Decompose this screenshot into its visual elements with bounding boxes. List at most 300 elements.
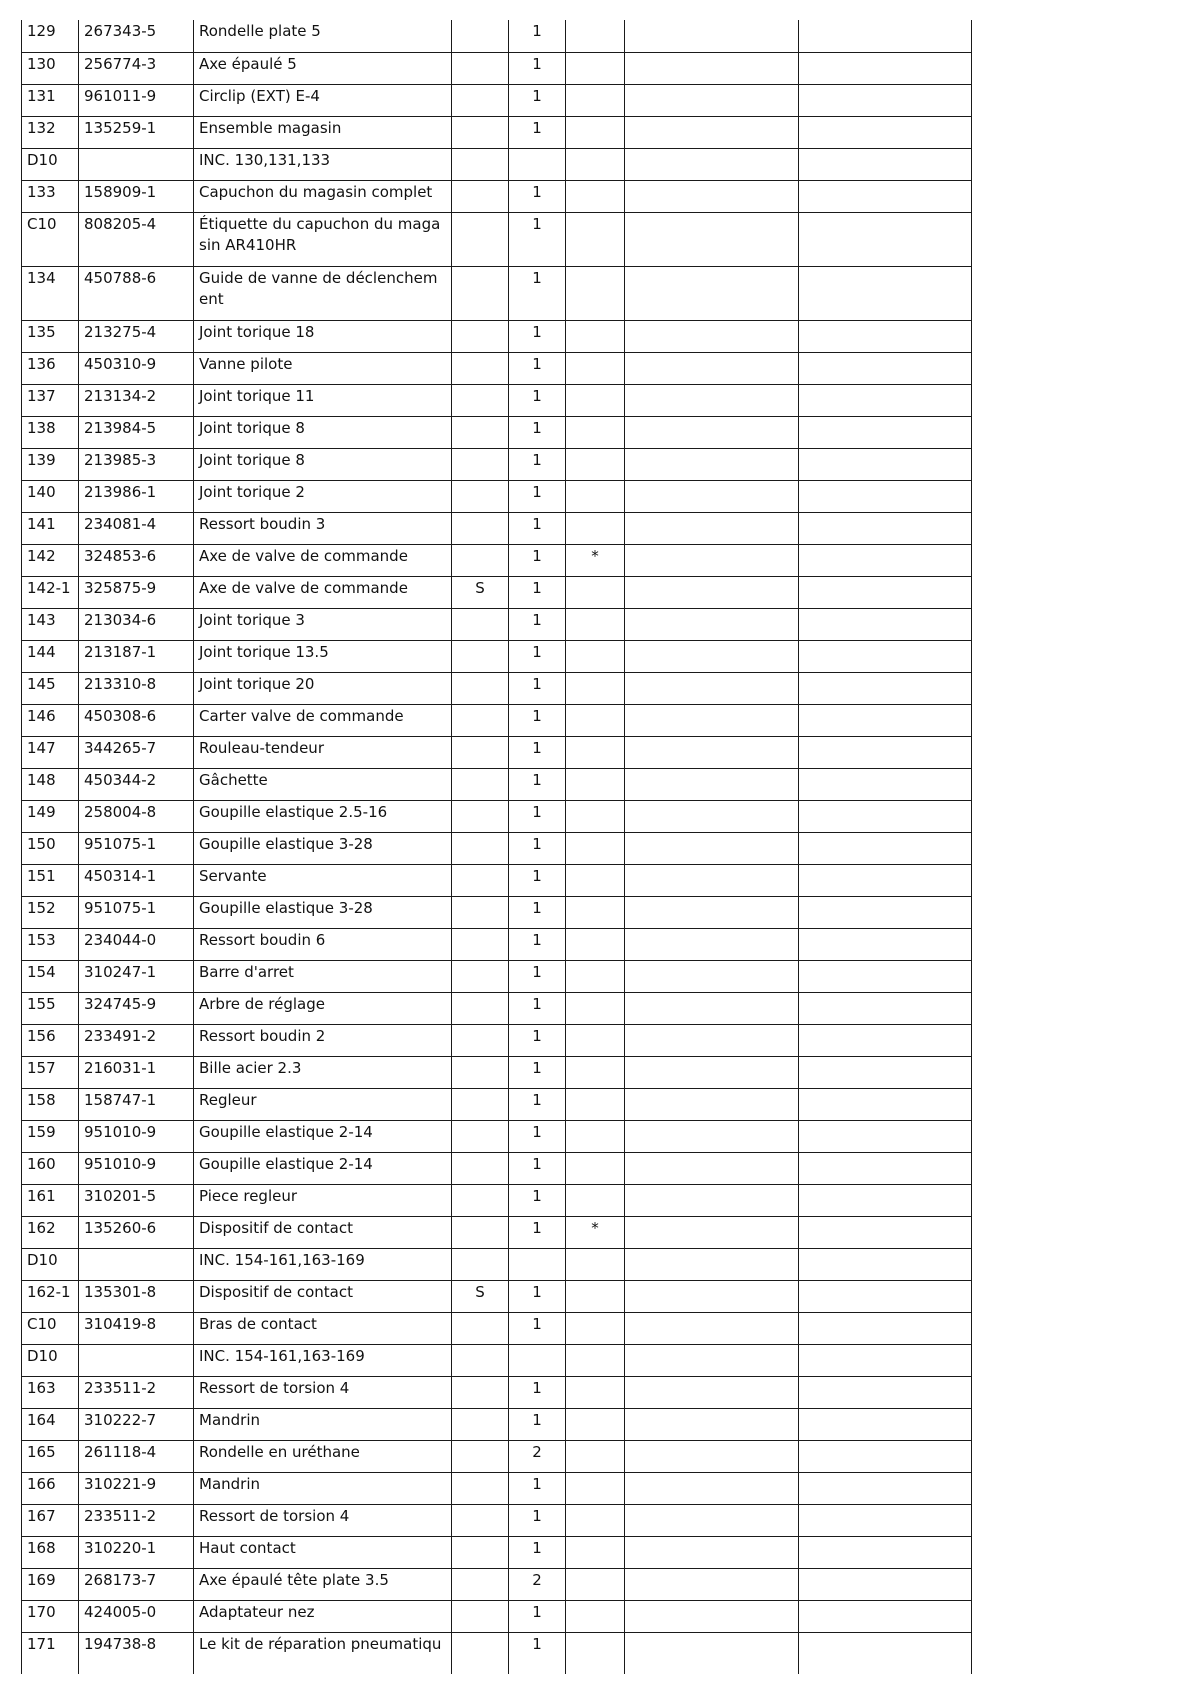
description-cell: Ressort boudin 6	[194, 928, 452, 960]
quantity-cell: 1	[509, 608, 566, 640]
quantity-cell: 1	[509, 1312, 566, 1344]
table-row	[22, 1248, 972, 1280]
quantity-cell: 1	[509, 960, 566, 992]
blank-cell	[799, 384, 972, 416]
blank-cell	[625, 704, 799, 736]
blank-cell	[799, 576, 972, 608]
mark-cell	[566, 1504, 625, 1536]
blank-cell	[799, 180, 972, 212]
spare-flag-cell: S	[452, 576, 509, 608]
table-row	[22, 1024, 972, 1056]
quantity-cell: 1	[509, 320, 566, 352]
mark-cell	[566, 1024, 625, 1056]
blank-cell	[625, 266, 799, 320]
table-row	[22, 512, 972, 544]
table-row	[22, 800, 972, 832]
table-row	[22, 148, 972, 180]
description-cell: Ressort de torsion 4	[194, 1376, 452, 1408]
blank-cell	[625, 1504, 799, 1536]
part-number-cell: 213134-2	[79, 384, 194, 416]
part-number-cell: 424005-0	[79, 1600, 194, 1632]
blank-cell	[799, 992, 972, 1024]
mark-cell	[566, 768, 625, 800]
blank-cell	[799, 116, 972, 148]
item-number-cell: D10	[22, 1344, 79, 1376]
item-number-cell: 158	[22, 1088, 79, 1120]
spare-flag-cell	[452, 1184, 509, 1216]
description-cell: Piece regleur	[194, 1184, 452, 1216]
blank-cell	[799, 512, 972, 544]
blank-cell	[625, 800, 799, 832]
item-number-cell: 140	[22, 480, 79, 512]
description-cell: Le kit de réparation pneumatiqu	[194, 1632, 452, 1674]
blank-cell	[625, 544, 799, 576]
quantity-cell: 1	[509, 1088, 566, 1120]
item-number-cell: 133	[22, 180, 79, 212]
mark-cell	[566, 352, 625, 384]
description-cell: Servante	[194, 864, 452, 896]
part-number-cell: 310201-5	[79, 1184, 194, 1216]
spare-flag-cell	[452, 1216, 509, 1248]
item-number-cell: 151	[22, 864, 79, 896]
spare-flag-cell	[452, 1312, 509, 1344]
quantity-cell: 1	[509, 832, 566, 864]
blank-cell	[625, 480, 799, 512]
part-number-cell: 267343-5	[79, 20, 194, 52]
blank-cell	[799, 1056, 972, 1088]
table-row	[22, 1536, 972, 1568]
blank-cell	[799, 800, 972, 832]
description-cell: Goupille elastique 2-14	[194, 1152, 452, 1184]
table-row	[22, 416, 972, 448]
table-row	[22, 1120, 972, 1152]
mark-cell	[566, 640, 625, 672]
quantity-cell: 1	[509, 768, 566, 800]
quantity-cell: 1	[509, 1216, 566, 1248]
table-row	[22, 864, 972, 896]
part-number-cell: 233511-2	[79, 1376, 194, 1408]
description-cell: Dispositif de contact	[194, 1280, 452, 1312]
mark-cell	[566, 704, 625, 736]
blank-cell	[799, 1216, 972, 1248]
table-row	[22, 212, 972, 266]
blank-cell	[799, 480, 972, 512]
spare-flag-cell: S	[452, 1280, 509, 1312]
description-cell: Haut contact	[194, 1536, 452, 1568]
spare-flag-cell	[452, 1536, 509, 1568]
quantity-cell: 1	[509, 1632, 566, 1674]
part-number-cell: 324745-9	[79, 992, 194, 1024]
blank-cell	[799, 928, 972, 960]
part-number-cell: 194738-8	[79, 1632, 194, 1674]
table-row	[22, 928, 972, 960]
item-number-cell: 161	[22, 1184, 79, 1216]
spare-flag-cell	[452, 896, 509, 928]
table-row	[22, 1056, 972, 1088]
description-cell: Bras de contact	[194, 1312, 452, 1344]
item-number-cell: 162-1	[22, 1280, 79, 1312]
blank-cell	[625, 352, 799, 384]
spare-flag-cell	[452, 512, 509, 544]
part-number-cell: 310221-9	[79, 1472, 194, 1504]
mark-cell	[566, 1312, 625, 1344]
description-cell: Bille acier 2.3	[194, 1056, 452, 1088]
quantity-cell: 1	[509, 896, 566, 928]
description-cell: Ressort boudin 2	[194, 1024, 452, 1056]
quantity-cell: 1	[509, 640, 566, 672]
item-number-cell: 159	[22, 1120, 79, 1152]
spare-flag-cell	[452, 480, 509, 512]
quantity-cell: 1	[509, 20, 566, 52]
blank-cell	[625, 736, 799, 768]
blank-cell	[799, 1472, 972, 1504]
spare-flag-cell	[452, 20, 509, 52]
blank-cell	[625, 1408, 799, 1440]
item-number-cell: C10	[22, 212, 79, 266]
item-number-cell: 169	[22, 1568, 79, 1600]
blank-cell	[625, 576, 799, 608]
mark-cell	[566, 266, 625, 320]
spare-flag-cell	[452, 1024, 509, 1056]
mark-cell	[566, 448, 625, 480]
blank-cell	[799, 864, 972, 896]
spare-flag-cell	[452, 1248, 509, 1280]
spare-flag-cell	[452, 448, 509, 480]
quantity-cell: 1	[509, 992, 566, 1024]
part-number-cell: 213187-1	[79, 640, 194, 672]
quantity-cell	[509, 148, 566, 180]
description-cell: Axe épaulé tête plate 3.5	[194, 1568, 452, 1600]
mark-cell	[566, 512, 625, 544]
item-number-cell: 152	[22, 896, 79, 928]
quantity-cell: 1	[509, 1376, 566, 1408]
description-cell: Joint torique 2	[194, 480, 452, 512]
spare-flag-cell	[452, 180, 509, 212]
quantity-cell: 1	[509, 1536, 566, 1568]
spare-flag-cell	[452, 148, 509, 180]
table-row	[22, 896, 972, 928]
blank-cell	[625, 1248, 799, 1280]
description-cell: INC. 154-161,163-169	[194, 1344, 452, 1376]
spare-flag-cell	[452, 1056, 509, 1088]
spare-flag-cell	[452, 212, 509, 266]
quantity-cell: 1	[509, 1600, 566, 1632]
item-number-cell: 163	[22, 1376, 79, 1408]
item-number-cell: 132	[22, 116, 79, 148]
item-number-cell: 146	[22, 704, 79, 736]
mark-cell	[566, 864, 625, 896]
quantity-cell: 1	[509, 800, 566, 832]
table-row	[22, 1152, 972, 1184]
item-number-cell: 168	[22, 1536, 79, 1568]
blank-cell	[799, 148, 972, 180]
item-number-cell: 144	[22, 640, 79, 672]
description-cell: Goupille elastique 3-28	[194, 896, 452, 928]
blank-cell	[799, 704, 972, 736]
description-cell: Mandrin	[194, 1408, 452, 1440]
item-number-cell: 134	[22, 266, 79, 320]
item-number-cell: 150	[22, 832, 79, 864]
item-number-cell: 129	[22, 20, 79, 52]
blank-cell	[625, 1600, 799, 1632]
item-number-cell: 131	[22, 84, 79, 116]
quantity-cell: 1	[509, 1152, 566, 1184]
item-number-cell: 147	[22, 736, 79, 768]
table-row	[22, 960, 972, 992]
item-number-cell: 154	[22, 960, 79, 992]
part-number-cell: 310222-7	[79, 1408, 194, 1440]
item-number-cell: 155	[22, 992, 79, 1024]
blank-cell	[625, 1184, 799, 1216]
spare-flag-cell	[452, 1632, 509, 1674]
mark-cell	[566, 480, 625, 512]
table-row	[22, 1280, 972, 1312]
blank-cell	[799, 1344, 972, 1376]
mark-cell	[566, 1184, 625, 1216]
spare-flag-cell	[452, 352, 509, 384]
mark-cell	[566, 212, 625, 266]
quantity-cell: 2	[509, 1440, 566, 1472]
spare-flag-cell	[452, 116, 509, 148]
mark-cell	[566, 672, 625, 704]
part-number-cell: 135301-8	[79, 1280, 194, 1312]
blank-cell	[625, 1344, 799, 1376]
quantity-cell: 1	[509, 1184, 566, 1216]
description-cell: Axe de valve de commande	[194, 576, 452, 608]
table-row	[22, 352, 972, 384]
quantity-cell: 1	[509, 212, 566, 266]
mark-cell	[566, 1152, 625, 1184]
item-number-cell: 130	[22, 52, 79, 84]
description-cell: Joint torique 20	[194, 672, 452, 704]
part-number-cell: 450788-6	[79, 266, 194, 320]
blank-cell	[799, 832, 972, 864]
table-row	[22, 992, 972, 1024]
description-cell: Mandrin	[194, 1472, 452, 1504]
part-number-cell: 256774-3	[79, 52, 194, 84]
blank-cell	[625, 512, 799, 544]
table-row	[22, 1216, 972, 1248]
spare-flag-cell	[452, 928, 509, 960]
blank-cell	[799, 52, 972, 84]
table-row	[22, 608, 972, 640]
spare-flag-cell	[452, 768, 509, 800]
description-cell: INC. 130,131,133	[194, 148, 452, 180]
description-cell: Adaptateur nez	[194, 1600, 452, 1632]
part-number-cell: 450310-9	[79, 352, 194, 384]
mark-cell	[566, 576, 625, 608]
blank-cell	[799, 1408, 972, 1440]
quantity-cell: 1	[509, 1472, 566, 1504]
part-number-cell: 234081-4	[79, 512, 194, 544]
description-cell: Capuchon du magasin complet	[194, 180, 452, 212]
blank-cell	[799, 212, 972, 266]
mark-cell	[566, 1280, 625, 1312]
description-cell: Arbre de réglage	[194, 992, 452, 1024]
item-number-cell: 142	[22, 544, 79, 576]
blank-cell	[625, 1280, 799, 1312]
blank-cell	[799, 736, 972, 768]
table-row	[22, 1440, 972, 1472]
mark-cell	[566, 896, 625, 928]
mark-cell: *	[566, 1216, 625, 1248]
spare-flag-cell	[452, 960, 509, 992]
item-number-cell: D10	[22, 1248, 79, 1280]
description-cell: Étiquette du capuchon du magasin AR410HR	[194, 212, 452, 266]
quantity-cell: 1	[509, 480, 566, 512]
mark-cell	[566, 1632, 625, 1674]
table-row	[22, 448, 972, 480]
description-cell: INC. 154-161,163-169	[194, 1248, 452, 1280]
part-number-cell: 213984-5	[79, 416, 194, 448]
blank-cell	[625, 84, 799, 116]
quantity-cell: 1	[509, 704, 566, 736]
mark-cell	[566, 1600, 625, 1632]
blank-cell	[799, 1440, 972, 1472]
blank-cell	[799, 768, 972, 800]
part-number-cell: 450308-6	[79, 704, 194, 736]
spare-flag-cell	[452, 992, 509, 1024]
description-cell: Axe de valve de commande	[194, 544, 452, 576]
part-number-cell: 213985-3	[79, 448, 194, 480]
description-cell: Joint torique 3	[194, 608, 452, 640]
table-row	[22, 1472, 972, 1504]
item-number-cell: 164	[22, 1408, 79, 1440]
part-number-cell: 268173-7	[79, 1568, 194, 1600]
quantity-cell	[509, 1344, 566, 1376]
blank-cell	[625, 416, 799, 448]
item-number-cell: 139	[22, 448, 79, 480]
spare-flag-cell	[452, 52, 509, 84]
blank-cell	[799, 640, 972, 672]
mark-cell	[566, 1056, 625, 1088]
part-number-cell	[79, 1344, 194, 1376]
table-row	[22, 1184, 972, 1216]
item-number-cell: 145	[22, 672, 79, 704]
part-number-cell: 158747-1	[79, 1088, 194, 1120]
item-number-cell: 138	[22, 416, 79, 448]
blank-cell	[799, 1632, 972, 1674]
mark-cell	[566, 20, 625, 52]
blank-cell	[625, 1120, 799, 1152]
blank-cell	[625, 384, 799, 416]
mark-cell	[566, 1120, 625, 1152]
blank-cell	[625, 148, 799, 180]
item-number-cell: 166	[22, 1472, 79, 1504]
parts-table	[21, 20, 972, 1674]
blank-cell	[625, 1472, 799, 1504]
blank-cell	[799, 448, 972, 480]
blank-cell	[799, 1280, 972, 1312]
item-number-cell: 171	[22, 1632, 79, 1674]
item-number-cell: 156	[22, 1024, 79, 1056]
blank-cell	[799, 1504, 972, 1536]
mark-cell	[566, 416, 625, 448]
part-number-cell	[79, 148, 194, 180]
quantity-cell: 1	[509, 672, 566, 704]
parts-list-page	[21, 20, 972, 1674]
description-cell: Carter valve de commande	[194, 704, 452, 736]
quantity-cell: 1	[509, 180, 566, 212]
part-number-cell: 310419-8	[79, 1312, 194, 1344]
blank-cell	[799, 544, 972, 576]
item-number-cell: 153	[22, 928, 79, 960]
blank-cell	[625, 1024, 799, 1056]
table-row	[22, 672, 972, 704]
description-cell: Rondelle plate 5	[194, 20, 452, 52]
mark-cell	[566, 1376, 625, 1408]
mark-cell: *	[566, 544, 625, 576]
blank-cell	[799, 672, 972, 704]
spare-flag-cell	[452, 832, 509, 864]
part-number-cell: 450344-2	[79, 768, 194, 800]
part-number-cell: 951010-9	[79, 1152, 194, 1184]
mark-cell	[566, 928, 625, 960]
spare-flag-cell	[452, 1120, 509, 1152]
table-row	[22, 266, 972, 320]
spare-flag-cell	[452, 736, 509, 768]
part-number-cell: 310220-1	[79, 1536, 194, 1568]
blank-cell	[625, 672, 799, 704]
blank-cell	[799, 1568, 972, 1600]
table-row	[22, 52, 972, 84]
quantity-cell: 1	[509, 448, 566, 480]
mark-cell	[566, 800, 625, 832]
item-number-cell: 137	[22, 384, 79, 416]
part-number-cell: 233491-2	[79, 1024, 194, 1056]
blank-cell	[625, 960, 799, 992]
mark-cell	[566, 736, 625, 768]
description-cell: Ressort de torsion 4	[194, 1504, 452, 1536]
item-number-cell: 141	[22, 512, 79, 544]
blank-cell	[799, 1152, 972, 1184]
spare-flag-cell	[452, 864, 509, 896]
blank-cell	[625, 1440, 799, 1472]
spare-flag-cell	[452, 1504, 509, 1536]
blank-cell	[799, 20, 972, 52]
description-cell: Ressort boudin 3	[194, 512, 452, 544]
part-number-cell: 213034-6	[79, 608, 194, 640]
blank-cell	[625, 1056, 799, 1088]
spare-flag-cell	[452, 1376, 509, 1408]
table-row	[22, 116, 972, 148]
table-row	[22, 20, 972, 52]
item-number-cell: 136	[22, 352, 79, 384]
blank-cell	[625, 448, 799, 480]
table-row	[22, 1376, 972, 1408]
mark-cell	[566, 1088, 625, 1120]
part-number-cell: 961011-9	[79, 84, 194, 116]
quantity-cell	[509, 1248, 566, 1280]
blank-cell	[625, 640, 799, 672]
table-row	[22, 384, 972, 416]
blank-cell	[625, 180, 799, 212]
quantity-cell: 1	[509, 512, 566, 544]
spare-flag-cell	[452, 1408, 509, 1440]
table-row	[22, 84, 972, 116]
mark-cell	[566, 52, 625, 84]
spare-flag-cell	[452, 1152, 509, 1184]
item-number-cell: C10	[22, 1312, 79, 1344]
table-row	[22, 640, 972, 672]
description-cell: Axe épaulé 5	[194, 52, 452, 84]
mark-cell	[566, 148, 625, 180]
blank-cell	[625, 1088, 799, 1120]
description-cell: Rouleau-tendeur	[194, 736, 452, 768]
spare-flag-cell	[452, 384, 509, 416]
description-cell: Vanne pilote	[194, 352, 452, 384]
blank-cell	[625, 1312, 799, 1344]
